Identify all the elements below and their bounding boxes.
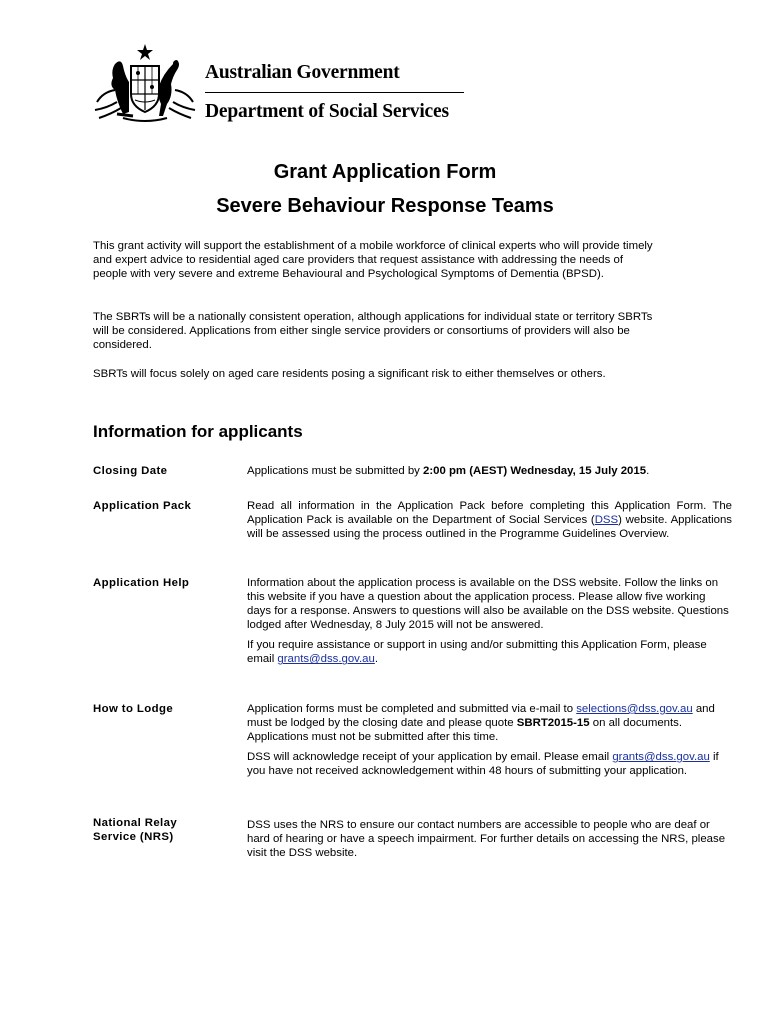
intro-paragraph-1: This grant activity will support the establishment of a mobile workforce of clinical experts who will provide timely and expert advice to residential aged care providers that request assistance with addressing the needs of people with very severe and extreme Behavioural and Psychological Symptoms of Dementia (BPSD).: [93, 240, 653, 281]
lodge-paragraph-1: Application forms must be completed and submitted via e-mail to selections@dss.gov.au and must be lodged by the closing date and please quote SBRT2015-15 on all documents. Applications must not be submitted after this time.: [247, 703, 715, 744]
grants-email-link[interactable]: grants@dss.gov.au: [277, 653, 375, 666]
how-to-lodge-text: [247, 702, 732, 784]
closing-deadline: 2:00 pm (AEST) Wednesday, 15 July 2015: [423, 465, 647, 477]
nrs-label: National Relay Service (NRS): [93, 817, 178, 844]
application-help-text: [247, 576, 732, 673]
closing-date-label: Closing Date: [93, 465, 168, 477]
application-pack-label: Application Pack: [93, 500, 192, 512]
grants-email-link-2[interactable]: grants@dss.gov.au: [612, 751, 710, 764]
application-help-label: Application Help: [93, 577, 190, 589]
nrs-text: DSS uses the NRS to ensure our contact numbers are accessible to people who are deaf or hard of hearing or have a speech impairment. For further details on accessing the NRS, please visit the DSS website.: [247, 819, 726, 860]
selections-email-link[interactable]: selections@dss.gov.au: [576, 703, 693, 715]
title-line-1: Grant Application Form: [273, 161, 497, 183]
application-pack-text: Read all information in the Application Pack before completing this Application Form. The Application Pack is available on the Department of Social Services (DSS) website. Applications will be assessed using the process outlined in the Programme Guidelines Overview.: [247, 500, 732, 541]
header-divider: [205, 92, 464, 93]
coat-of-arms-icon: [93, 42, 197, 126]
reference-code: SBRT2015-15: [516, 717, 590, 730]
intro-paragraph-3: SBRTs will focus solely on aged care residents posing a significant risk to either themselves or others.: [93, 368, 606, 380]
dss-link[interactable]: DSS: [594, 514, 619, 527]
intro-paragraph-2: The SBRTs will be a nationally consistent operation, although applications for individual state or territory SBRTs will be considered. Applications from either single service providers or consortiums of providers will also be considered.: [93, 311, 653, 352]
title-line-2: Severe Behaviour Response Teams: [216, 195, 554, 217]
how-to-lodge-label: How to Lodge: [93, 703, 174, 715]
page-title: [0, 155, 770, 223]
government-header: [93, 42, 473, 128]
help-paragraph-2: If you require assistance or support in using and/or submitting this Application Form, please email grants@dss.gov.au.: [247, 639, 707, 666]
section-heading: Information for applicants: [93, 422, 303, 441]
closing-date-text: Applications must be submitted by 2:00 pm (AEST) Wednesday, 15 July 2015.: [247, 465, 650, 477]
lodge-paragraph-2: DSS will acknowledge receipt of your application by email. Please email grants@dss.gov.au if you have not received acknowledgement within 48 hours of submitting your application.: [247, 751, 719, 778]
government-name: Australian Government: [205, 62, 400, 83]
department-name: Department of Social Services: [205, 101, 449, 122]
help-paragraph-1: Information about the application process is available on the DSS website. Follow the links on this website if you have a question about the application process. Please allow five working days for a response. Answers to questions will also be available on the DSS website. Questions lodged after Wednesday, 8 July 2015 will not be answered.: [247, 577, 729, 632]
